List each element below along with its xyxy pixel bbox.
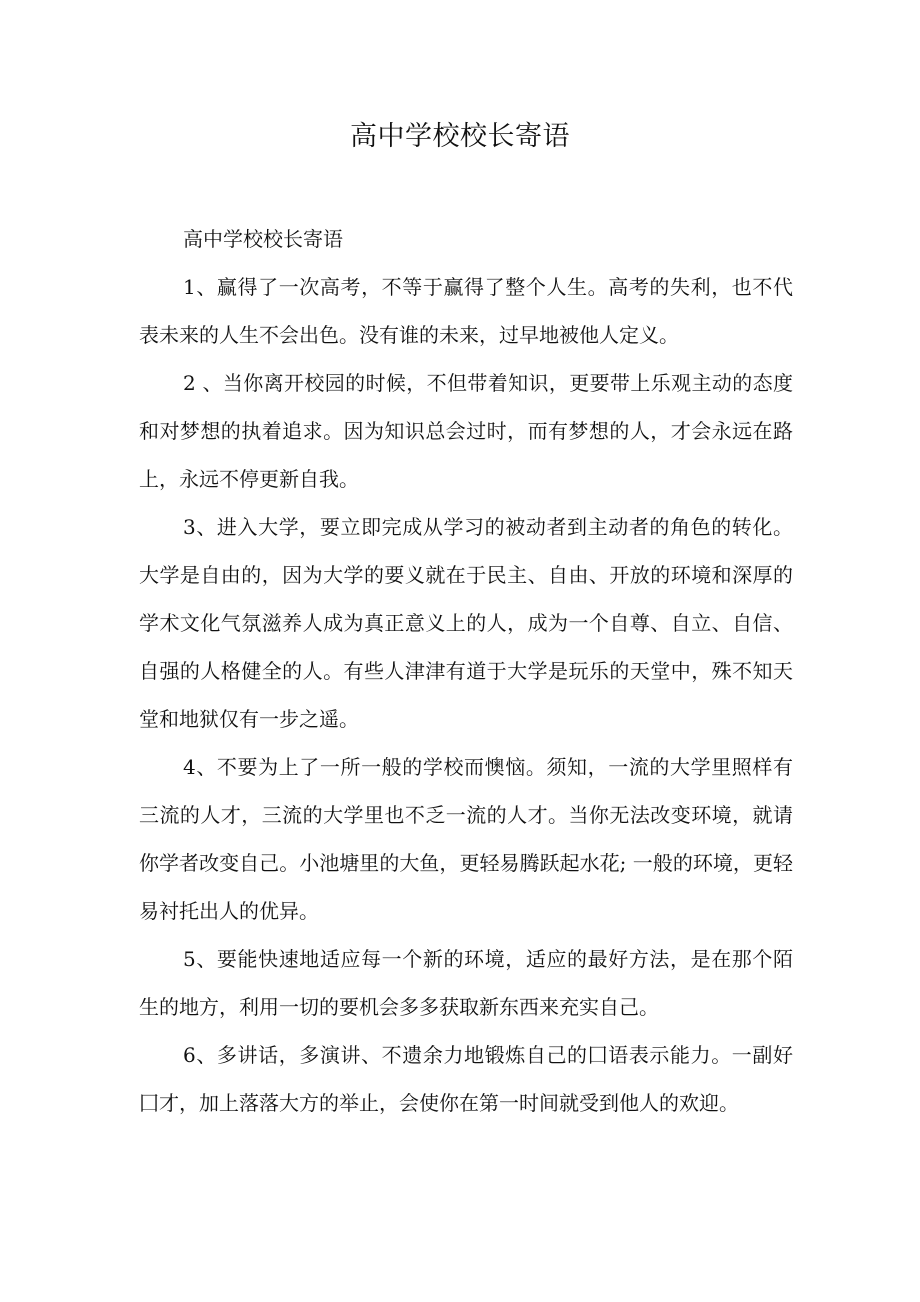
paragraph-3: 3、进入大学，要立即完成从学习的被动者到主动者的角色的转化。大学是自由的，因为大学的要义就在于民主、自由、开放的环境和深厚的学术文化气氛滋养人成为真正意义上的人，成为一个自尊、自立、自信、自强的人格健全的人。有些人津津有道于大学是玩乐的天堂中，殊不知天堂和地狱仅有一步之遥。 — [139, 515, 793, 731]
document-body — [139, 215, 793, 1127]
paragraph-5: 5、要能快速地适应每一个新的环境，适应的最好方法，是在那个陌生的地方，利用一切的要机会多多获取新东西来充实自己。 — [139, 947, 793, 1019]
paragraph-subtitle: 高中学校校长寄语 — [183, 227, 343, 251]
paragraph-4: 4、不要为上了一所一般的学校而懊恼。须知，一流的大学里照样有三流的人才，三流的大学里也不乏一流的人才。当你无法改变环境，就请你学者改变自己。小池塘里的大鱼，更轻易腾跃起水花; 一般的环境，更轻易衬托出人的优异。 — [139, 755, 793, 923]
paragraph-2: 2 、当你离开校园的时候，不但带着知识，更要带上乐观主动的态度和对梦想的执着追求。因为知识总会过时，而有梦想的人，才会永远在路上，永远不停更新自我。 — [139, 371, 793, 491]
document-title: 高中学校校长寄语 — [350, 121, 570, 152]
paragraph-1: 1、赢得了一次高考，不等于赢得了整个人生。高考的失利，也不代表未来的人生不会出色。没有谁的未来，过早地被他人定义。 — [139, 275, 793, 347]
paragraph-6: 6、多讲话，多演讲、不遗余力地锻炼自己的囗语表示能力。一副好囗才，加上落落大方的举止，会使你在第一时间就受到他人的欢迎。 — [139, 1043, 793, 1115]
